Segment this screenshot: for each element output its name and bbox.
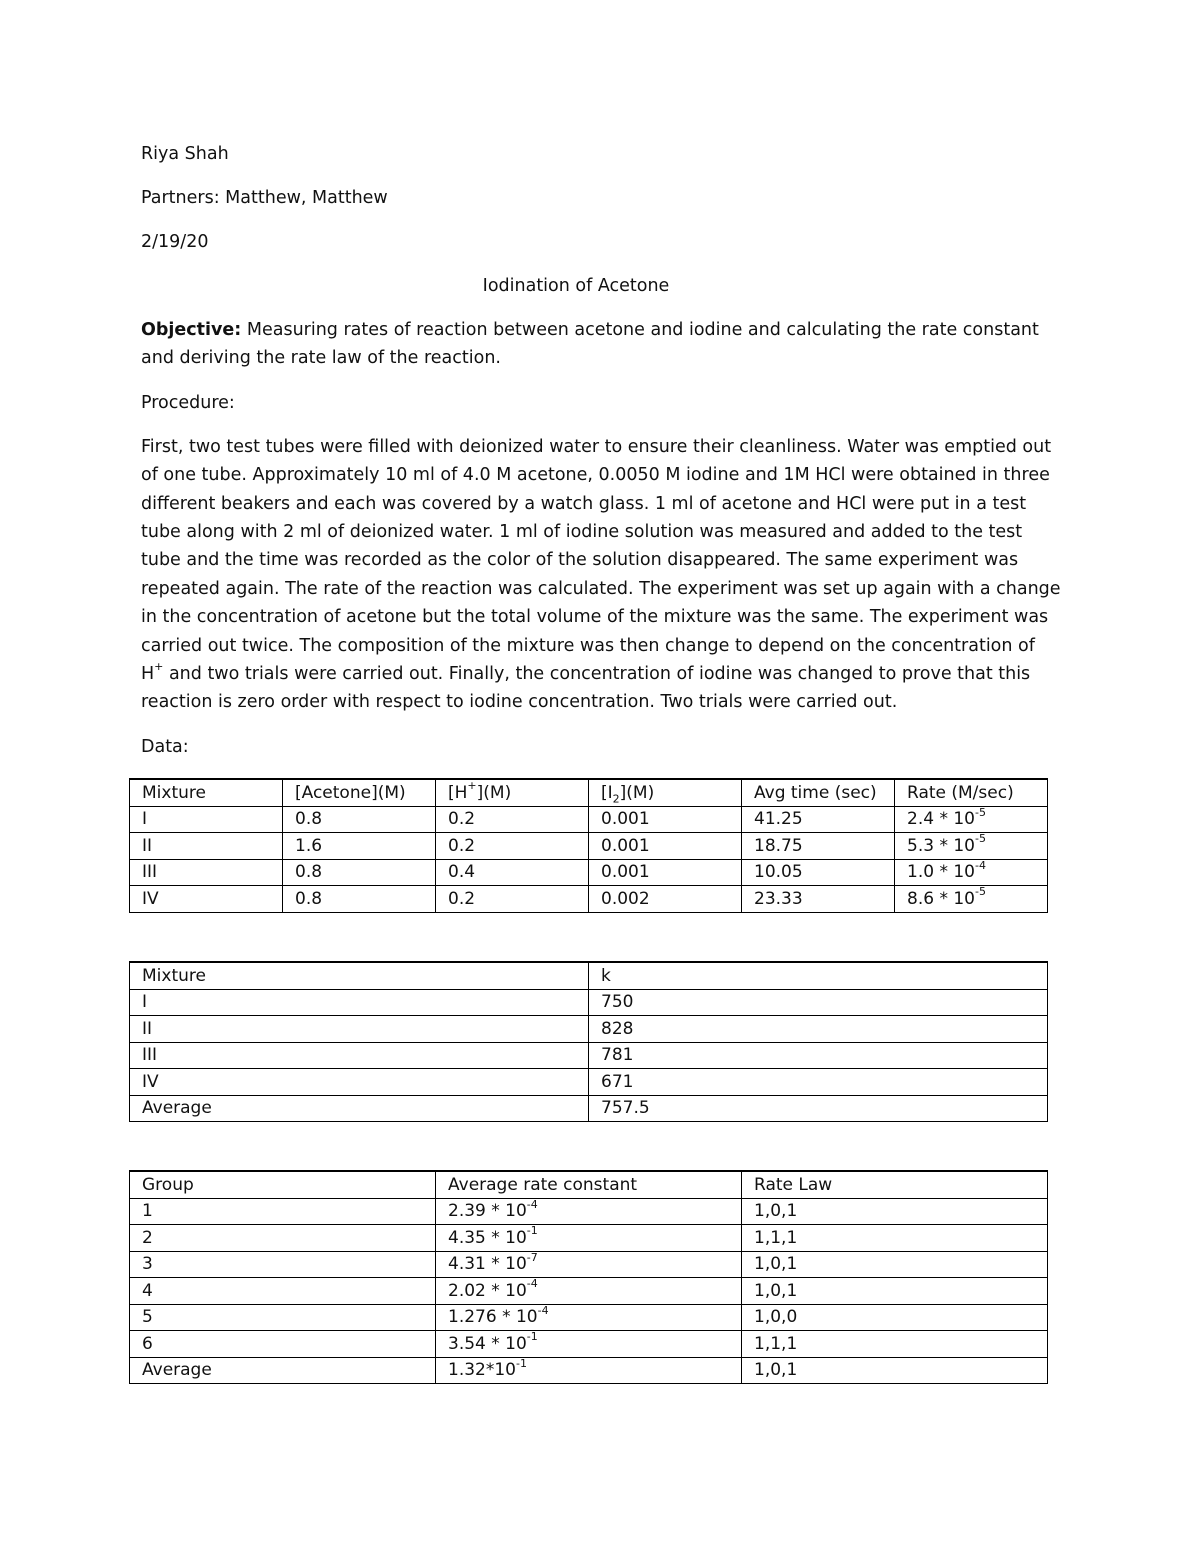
k-exponent: -4 (526, 1277, 538, 1291)
header-group: Group (130, 1171, 436, 1198)
header-mixture: Mixture (130, 962, 589, 989)
table-row (130, 1042, 1048, 1069)
cell-mixture: III (130, 1042, 589, 1069)
rate-exponent: -5 (974, 832, 986, 846)
cell-group: 4 (130, 1278, 436, 1305)
cell-k: 757.5 (589, 1095, 1048, 1122)
table-row (130, 1331, 1048, 1358)
rate-base: 1.0 * 10 (907, 862, 975, 883)
table-row (130, 989, 1048, 1016)
cell-avg-k (436, 1278, 742, 1305)
cell-i2: 0.002 (589, 886, 742, 913)
cell-i2: 0.001 (589, 833, 742, 860)
procedure-heading: Procedure: (141, 392, 235, 413)
rate-base: 2.4 * 10 (907, 809, 975, 830)
data-heading: Data: (141, 736, 189, 757)
table-row (130, 859, 1048, 886)
header-i-post: ](M) (619, 782, 655, 803)
cell-time: 10.05 (742, 859, 895, 886)
k-base: 1.276 * 10 (448, 1307, 538, 1328)
cell-k: 781 (589, 1042, 1048, 1069)
header-i2-conc (589, 779, 742, 806)
table-row (130, 1069, 1048, 1096)
cell-avg-k (436, 1357, 742, 1384)
header-rate-law: Rate Law (742, 1171, 1048, 1198)
header-k: k (589, 962, 1048, 989)
rate-exponent: -5 (974, 885, 986, 899)
header-avg-time: Avg time (sec) (742, 779, 895, 806)
rate-base: 8.6 * 10 (907, 888, 975, 909)
date-line: 2/19/20 (141, 232, 209, 252)
cell-group: 1 (130, 1198, 436, 1225)
cell-acetone: 0.8 (283, 886, 436, 913)
cell-rate-law: 1,0,1 (742, 1357, 1048, 1384)
header-h-pre: [H (448, 782, 468, 803)
header-i-sub: 2 (612, 792, 620, 806)
cell-k: 750 (589, 989, 1048, 1016)
cell-i2: 0.001 (589, 806, 742, 833)
header-h-conc (436, 779, 589, 806)
objective-text: Measuring rates of reaction between acetone and iodine and calculating the rate constant and deriving the rate law of the reaction. (141, 320, 1039, 369)
table-row (130, 1225, 1048, 1252)
cell-rate (895, 886, 1048, 913)
cell-rate-law: 1,0,1 (742, 1251, 1048, 1278)
cell-avg-k (436, 1225, 742, 1252)
table-header-row (130, 1171, 1048, 1198)
cell-acetone: 0.8 (283, 806, 436, 833)
table-row (130, 886, 1048, 913)
rate-constant-table (129, 961, 1048, 1122)
table-row (130, 1357, 1048, 1384)
table-row (130, 1095, 1048, 1122)
k-base: 4.31 * 10 (448, 1254, 527, 1275)
header-avg-rate-constant: Average rate constant (436, 1171, 742, 1198)
cell-rate-law: 1,1,1 (742, 1225, 1048, 1252)
header-rate: Rate (M/sec) (895, 779, 1048, 806)
table-row (130, 1278, 1048, 1305)
k-exponent: -4 (537, 1304, 549, 1317)
cell-group: 5 (130, 1304, 436, 1331)
cell-h: 0.2 (436, 833, 589, 860)
cell-rate-law: 1,1,1 (742, 1331, 1048, 1358)
cell-avg-k (436, 1251, 742, 1278)
reaction-data-table (129, 778, 1048, 913)
procedure-text-part1: First, two test tubes were filled with deionized water to ensure their cleanliness. Water was emptied out of one tube. Approximately 10 ml of 4.0 M acetone, 0.0050 M iodine and 1M HCl were obtained in three different beakers and each was covered by a watch glass. 1 ml of acetone and HCl were put in a test tube along with 2 ml of deionized water. 1 ml of iodine solution was measured and added to the test tube and the time was recorded as the color of the solution disappeared. The same experiment was repeated again. The rate of the reaction was calculated. The experiment was set up again with a change in the concentration of acetone but the total volume of the mixture was the same. The experiment was carried out twice. The composition of the mixture was then change to depend on the concentration of H (141, 436, 1061, 685)
table-row (130, 833, 1048, 860)
cell-avg-k (436, 1198, 742, 1225)
cell-rate-law: 1,0,1 (742, 1278, 1048, 1305)
k-exponent: -1 (526, 1330, 538, 1344)
cell-mixture: II (130, 1016, 589, 1043)
rate-exponent: -5 (974, 806, 986, 819)
cell-h: 0.2 (436, 806, 589, 833)
table-row (130, 1198, 1048, 1225)
cell-mixture: I (130, 806, 283, 833)
k-base: 2.02 * 10 (448, 1280, 527, 1301)
cell-time: 18.75 (742, 833, 895, 860)
cell-h: 0.4 (436, 859, 589, 886)
cell-time: 23.33 (742, 886, 895, 913)
header-h-sup: + (467, 779, 477, 793)
cell-rate (895, 859, 1048, 886)
cell-mixture: IV (130, 1069, 589, 1096)
cell-k: 828 (589, 1016, 1048, 1043)
objective-label: Objective: (141, 320, 242, 340)
procedure-text-part2: and two trials were carried out. Finally, the concentration of iodine was changed to prove that this reaction is zero order with respect to iodine concentration. Two trials were carried out. (141, 664, 1031, 713)
author-name: Riya Shah (141, 144, 229, 164)
cell-avg-k (436, 1331, 742, 1358)
cell-i2: 0.001 (589, 859, 742, 886)
cell-h: 0.2 (436, 886, 589, 913)
objective-paragraph (141, 316, 1061, 373)
k-base: 3.54 * 10 (448, 1333, 527, 1354)
procedure-paragraph (141, 433, 1061, 717)
cell-time: 41.25 (742, 806, 895, 833)
k-exponent: -1 (515, 1357, 527, 1370)
cell-rate-law: 1,0,0 (742, 1304, 1048, 1331)
cell-mixture: I (130, 989, 589, 1016)
document-page (141, 140, 1061, 777)
cell-rate (895, 806, 1048, 833)
rate-base: 5.3 * 10 (907, 835, 975, 856)
k-exponent: -7 (526, 1251, 538, 1264)
header-h-post: ](M) (476, 782, 512, 803)
k-base: 4.35 * 10 (448, 1227, 527, 1248)
rate-exponent: -4 (974, 859, 986, 872)
cell-mixture: III (130, 859, 283, 886)
cell-group: 6 (130, 1331, 436, 1358)
partners-line: Partners: Matthew, Matthew (141, 188, 388, 208)
cell-group: Average (130, 1357, 436, 1384)
table-row (130, 806, 1048, 833)
k-exponent: -4 (526, 1198, 538, 1211)
cell-mixture: Average (130, 1095, 589, 1122)
header-i-pre: [I (601, 782, 613, 803)
cell-acetone: 0.8 (283, 859, 436, 886)
k-base: 2.39 * 10 (448, 1201, 527, 1222)
cell-mixture: IV (130, 886, 283, 913)
k-base: 1.32*10 (448, 1360, 516, 1381)
header-mixture: Mixture (130, 779, 283, 806)
table-header-row (130, 962, 1048, 989)
cell-rate (895, 833, 1048, 860)
cell-avg-k (436, 1304, 742, 1331)
document-title: Iodination of Acetone (482, 276, 670, 296)
cell-rate-law: 1,0,1 (742, 1198, 1048, 1225)
table-row (130, 1016, 1048, 1043)
k-exponent: -1 (526, 1224, 538, 1238)
cell-group: 2 (130, 1225, 436, 1252)
cell-group: 3 (130, 1251, 436, 1278)
table-row (130, 1251, 1048, 1278)
table-header-row (130, 779, 1048, 806)
cell-k: 671 (589, 1069, 1048, 1096)
procedure-h-superscript: + (154, 660, 164, 674)
cell-mixture: II (130, 833, 283, 860)
header-acetone: [Acetone](M) (283, 779, 436, 806)
cell-acetone: 1.6 (283, 833, 436, 860)
table-row (130, 1304, 1048, 1331)
group-comparison-table (129, 1170, 1048, 1384)
